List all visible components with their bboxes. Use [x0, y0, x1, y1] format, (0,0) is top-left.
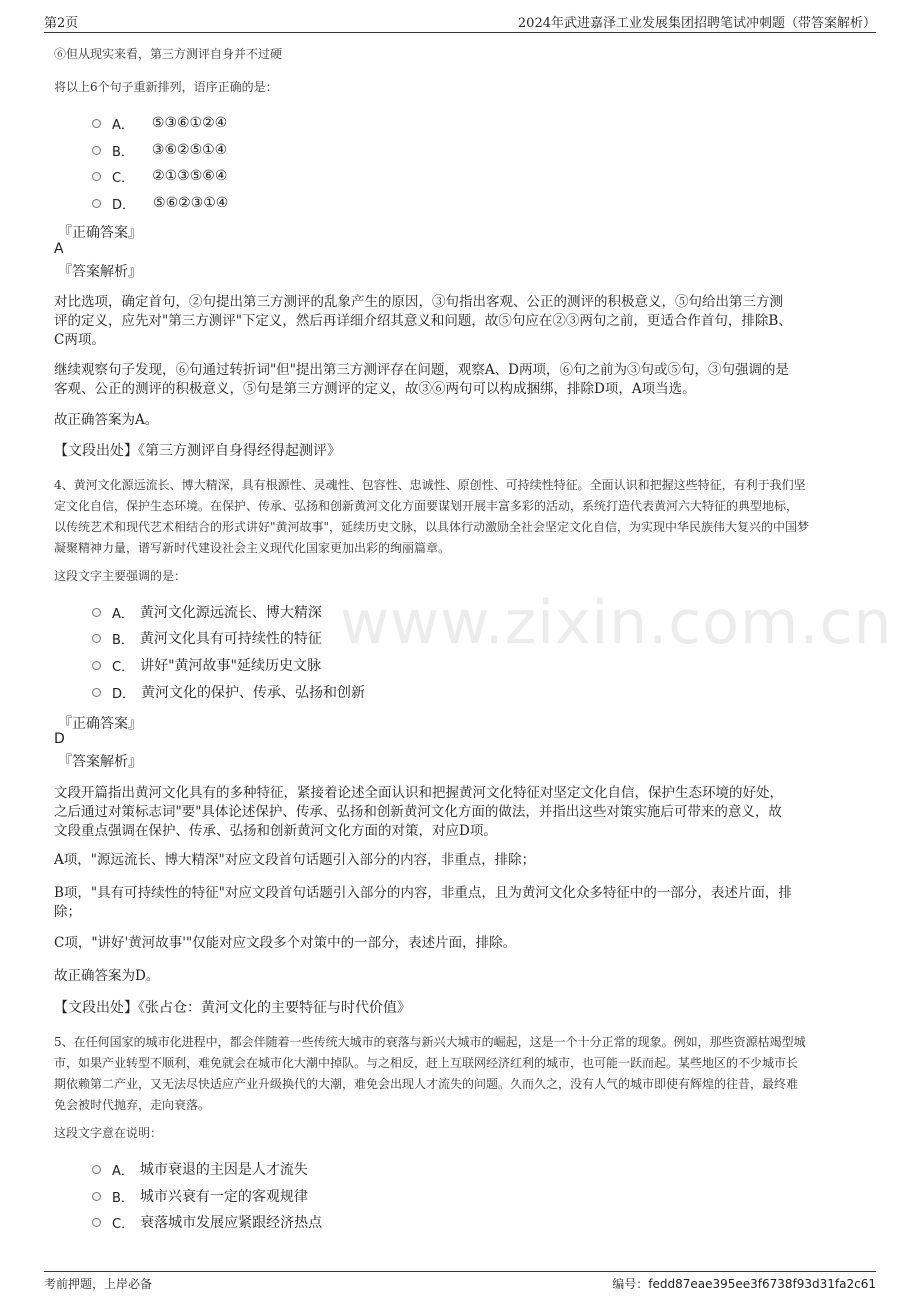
radio-icon[interactable]: [92, 1218, 101, 1227]
footer-slogan: 考前押题，上岸必备: [44, 1277, 153, 1291]
page-footer: [44, 1271, 876, 1292]
q5-option-c[interactable]: C． 衰落城市发展应紧跟经济热点: [92, 1212, 322, 1232]
q3-source: 【文段出处】《第三方测评自身得经得起测评》: [54, 443, 341, 459]
q3-correct-answer-label: 『正确答案』: [58, 225, 142, 241]
q4-option-a[interactable]: A． 黄河文化源远流长、博大精深: [92, 602, 322, 622]
q5-prompt: 这段文字意在说明：: [54, 1126, 163, 1140]
page-header: [44, 12, 876, 33]
q3-analysis-paragraph-1: 对比选项，确定首句，②句提出第三方测评的乱象产生的原因，③句指出客观、公正的测评的积极意义，⑤句给出第三方测 评的定义，应先对"第三方测评"下定义，然后再详细介绍其意义和问题，故⑤句应在②③两句之前，更适合作首句，排除B、 C两项。: [54, 294, 792, 348]
q3-sentence-6: ⑥但从现实来看，第三方测评自身并不过硬: [54, 47, 283, 61]
q4-option-d[interactable]: D． 黄河文化的保护、传承、弘扬和创新: [92, 682, 365, 702]
q4-passage: 4、黄河文化源远流长、博大精深，具有根源性、灵魂性、包容性、忠诚性、原创性、可持续性特征。全面认识和把握这些特征，有利于我们坚 定文化自信，保护生态环境。在保护、传承、弘扬和创新黄河文化方面要谋划开展丰富多彩的活动，系统打造代表黄河六大特征的典型地标， 以传统艺术和现代艺术相结合的形式讲好"黄河故事"，延续历史文脉，以具体行动激励全社会坚定文化自信，为实现中华民族伟大复兴的中国梦 凝聚精神力量，谱写新时代建设社会主义现代化国家更加出彩的绚丽篇章。: [54, 478, 810, 555]
q4-conclusion: 故正确答案为D。: [54, 968, 160, 984]
q3-conclusion: 故正确答案为A。: [54, 412, 159, 428]
q4-option-b[interactable]: B． 黄河文化具有可持续性的特征: [92, 628, 322, 648]
q4-analysis-label: 『答案解析』: [58, 754, 142, 770]
radio-icon[interactable]: [92, 634, 101, 643]
radio-icon[interactable]: [92, 688, 101, 697]
q4-analysis-option-b: B项，"具有可持续性的特征"对应文段首句话题引入部分的内容，非重点，且为黄河文化众多特征中的一部分，表述片面，排 除；: [54, 885, 792, 920]
q4-prompt: 这段文字主要强调的是：: [54, 569, 187, 583]
q3-option-a[interactable]: A． ⑤③⑥①②④: [92, 113, 227, 133]
q4-analysis-paragraph-1: 文段开篇指出黄河文化具有的多种特征，紧接着论述全面认识和把握黄河文化特征对坚定文化自信，保护生态环境的好处， 之后通过对策标志词"要"具体论述保护、传承、弘扬和创新黄河文化方面的做法，并指出这些对策实施后可带来的意义，故 文段重点强调在保护、传承、弘扬和创新黄河文化方面的对策，对应D项。: [54, 785, 783, 839]
radio-icon[interactable]: [92, 146, 101, 155]
q5-option-b[interactable]: B． 城市兴衰有一定的客观规律: [92, 1186, 308, 1206]
q3-analysis-label: 『答案解析』: [58, 264, 142, 280]
q3-prompt: 将以上6个句子重新排列，语序正确的是：: [54, 80, 278, 94]
document-title: 2024年武进嘉泽工业发展集团招聘笔试冲刺题（带答案解析）: [517, 16, 876, 31]
q4-correct-answer-label: 『正确答案』: [58, 716, 142, 732]
q5-passage: 5、在任何国家的城市化进程中，都会伴随着一些传统大城市的衰落与新兴大城市的崛起，这是一个十分正常的现象。例如，那些资源枯竭型城 市，如果产业转型不顺利，难免就会在城市化大潮中掉队。与之相反，赶上互联网经济红利的城市，也可能一跃而起。某些地区的不少城市长 期依赖第二产业，又无法尽快适应产业升级换代的大潮，难免会出现人才流失的问题。久而久之，没有人气的城市即使有辉煌的往昔，最终难 免会被时代抛弃，走向衰落。: [54, 1035, 806, 1112]
q4-option-c[interactable]: C． 讲好"黄河故事"延续历史文脉: [92, 655, 321, 675]
radio-icon[interactable]: [92, 608, 101, 617]
radio-icon[interactable]: [92, 199, 101, 208]
q3-answer: A: [54, 241, 64, 257]
radio-icon[interactable]: [92, 661, 101, 670]
radio-icon[interactable]: [92, 172, 101, 181]
watermark: www.zixin.com.cn: [340, 588, 893, 658]
q4-source: 【文段出处】《张占仓：黄河文化的主要特征与时代价值》: [54, 1000, 411, 1016]
radio-icon[interactable]: [92, 1165, 101, 1174]
document-id: 编号：fedd87eae395ee3f6738f93d31fa2c61: [612, 1277, 876, 1291]
q3-analysis-paragraph-2: 继续观察句子发现，⑥句通过转折词"但"提出第三方测评存在问题，观察A、D两项，⑥句之前为③句或⑤句，③句强调的是 客观、公正的测评的积极意义，⑤句是第三方测评的定义，故③⑥两句可以构成捆绑，排除D项，A项当选。: [54, 362, 789, 397]
q4-analysis-option-c: C项，"讲好'黄河故事'"仅能对应文段多个对策中的一部分，表述片面，排除。: [54, 935, 517, 951]
q3-option-d[interactable]: D． ⑤⑥②③①④: [92, 193, 228, 213]
q4-answer: D: [54, 731, 65, 747]
radio-icon[interactable]: [92, 119, 101, 128]
q3-option-c[interactable]: C． ②①③⑤⑥④: [92, 166, 227, 186]
q4-analysis-option-a: A项，"源远流长、博大精深"对应文段首句话题引入部分的内容，非重点，排除；: [54, 852, 536, 868]
radio-icon[interactable]: [92, 1192, 101, 1201]
page-number: 第2页: [44, 16, 79, 31]
q3-option-b[interactable]: B． ③⑥②⑤①④: [92, 140, 227, 160]
q5-option-a[interactable]: A． 城市衰退的主因是人才流失: [92, 1159, 308, 1179]
